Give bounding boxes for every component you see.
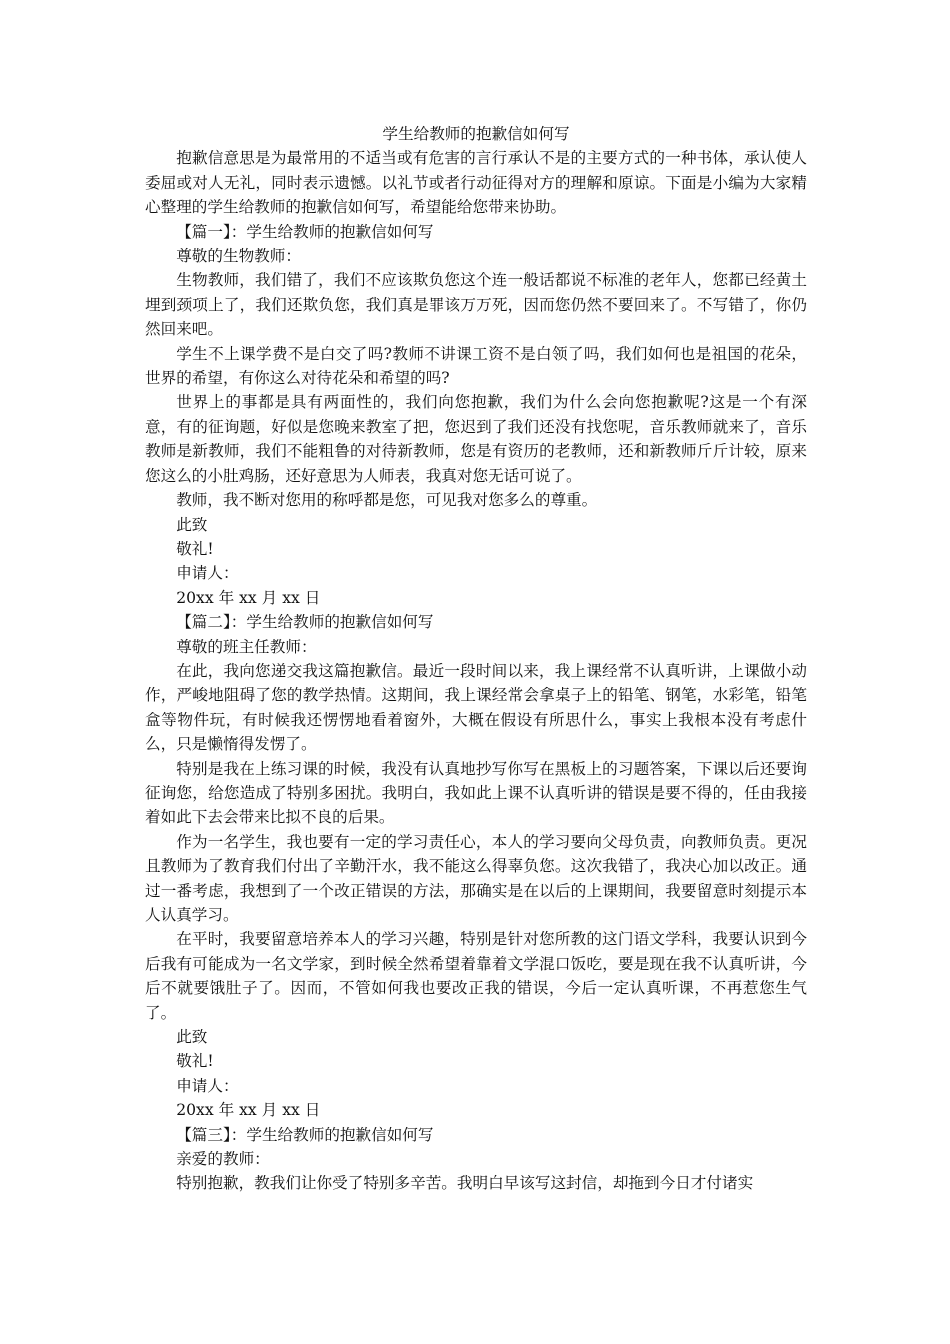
closing-line: 此致: [176, 1028, 208, 1047]
body-paragraph: 特别是我在上练习课的时候，我没有认真地抄写你写在黑板上的习题答案，下课以后还要询征询您，给您造成了特别多困扰。我明白，我如此上课不认真听讲的错误是要不得的，任由我接着如此下去会带来比拟不良的后果。: [145, 759, 807, 827]
body-paragraph: 世界上的事都是具有两面性的，我们向您抱歉，我们为什么会向您抱歉呢?这是一个有深意，有的征询题，好似是您晚来教室了把，您迟到了我们还没有找您呢，音乐教师就来了，音乐教师是新教师，我们不能粗鲁的对待新教师，您是有资历的老教师，还和新教师斤斤计较，原来您这么的小肚鸡肠，还好意思为人师表，我真对您无话可说了。: [145, 393, 807, 485]
section-heading-1: 【篇一】：学生给教师的抱歉信如何写: [176, 222, 434, 241]
body-paragraph: 教师，我不断对您用的称呼都是您，可见我对您多么的尊重。: [176, 491, 598, 510]
salutation-2: 尊敬的班主任教师：: [176, 637, 317, 656]
document-page: [145, 122, 807, 1196]
salutation-1: 尊敬的生物教师：: [176, 247, 301, 266]
body-paragraph: 在此，我向您递交我这篇抱歉信。最近一段时间以来，我上课经常不认真听讲，上课做小动作，严峻地阻碍了您的教学热情。这期间，我上课经常会拿桌子上的铅笔、钢笔，水彩笔，铅笔盒等物件玩，有时候我还愣愣地看着窗外，大概在假设有所思什么，事实上我根本没有考虑什么，只是懒惰得发愣了。: [145, 661, 807, 754]
closing-salute: 敬礼!: [176, 1052, 214, 1071]
document-title: 学生给教师的抱歉信如何写: [382, 125, 570, 143]
salutation-3: 亲爱的教师：: [176, 1150, 270, 1169]
body-paragraph: 生物教师，我们错了，我们不应该欺负您这个连一般话都说不标准的老年人，您都已经黄土埋到颈项上了，我们还欺负您，我们真是罪该万万死，因而您仍然不要回来了。不写错了，你仍然回来吧。: [145, 271, 807, 339]
body-paragraph: 在平时，我要留意培养本人的学习兴趣，特别是针对您所教的这门语文学科，我要认识到今后我有可能成为一名文学家，到时候全然希望着靠着文学混口饭吃，要是现在我不认真听讲，今后不就要饿肚子了。因而，不管如何我也要改正我的错误，今后一定认真听课，不再惹您生气了。: [145, 930, 807, 1022]
body-paragraph: 作为一名学生，我也要有一定的学习责任心，本人的学习要向父母负责，向教师负责。更况且教师为了教育我们付出了辛勤汗水，我不能这么得辜负您。这次我错了，我决心加以改正。通过一番考虑，我想到了一个改正错误的方法，那确实是在以后的上课期间，我要留意时刻提示本人认真学习。: [145, 832, 807, 924]
body-paragraph: 学生不上课学费不是白交了吗?教师不讲课工资不是白领了吗，我们如何也是祖国的花朵，世界的希望，有你这么对待花朵和希望的吗?: [145, 344, 807, 388]
body-paragraph: 特别抱歉，教我们让你受了特别多辛苦。我明白早该写这封信，却拖到今日才付诸实: [176, 1174, 754, 1193]
section-heading-3: 【篇三】：学生给教师的抱歉信如何写: [176, 1125, 434, 1144]
date-line: 20xx 年 xx 月 xx 日: [176, 1101, 321, 1120]
date-line: 20xx 年 xx 月 xx 日: [176, 588, 321, 607]
signer-line: 申请人：: [176, 1076, 239, 1095]
closing-line: 此致: [176, 515, 208, 534]
section-heading-2: 【篇二】：学生给教师的抱歉信如何写: [176, 613, 434, 632]
signer-line: 申请人：: [176, 564, 239, 583]
intro-paragraph: 抱歉信意思是为最常用的不适当或有危害的言行承认不是的主要方式的一种书体，承认使人委屈或对人无礼，同时表示遗憾。以礼节或者行动征得对方的理解和原谅。下面是小编为大家精心整理的学生给教师的抱歉信如何写，希望能给您带来协助。: [145, 149, 807, 217]
closing-salute: 敬礼!: [176, 539, 214, 558]
